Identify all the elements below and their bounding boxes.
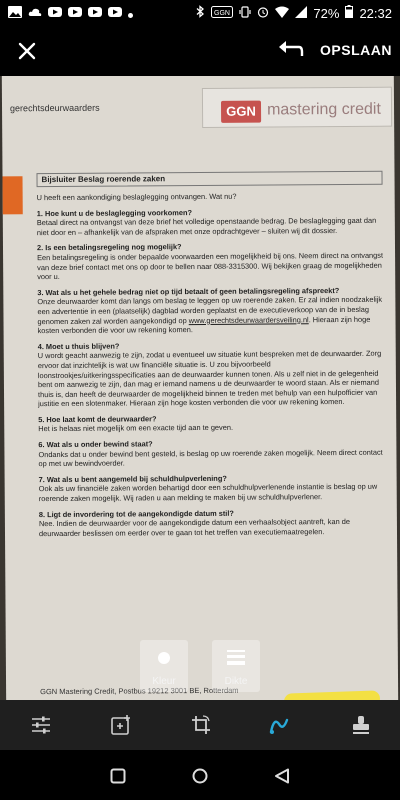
youtube-icon <box>88 6 102 21</box>
section-answer: Betaal direct na ontvangst van deze brief het volledige openstaande bedrag. De beslaglegging gaat dan niet door en – afhankelijk van de afspraken met onze opdrachtgever – sluiten wij dit dossier. <box>36 215 377 237</box>
close-icon <box>14 38 40 64</box>
recents-icon <box>110 768 126 784</box>
document-body <box>37 191 389 545</box>
wifi-icon <box>275 6 289 21</box>
section-answer: Ook als uw financiële zaken worden behartigd door een schuldhulpverlenende instantie is beslag op uw roerende zaken mogelijk. Wij raden u aan melding te maken bij uw schuldhulpverlener. <box>38 482 378 504</box>
home-icon <box>192 768 208 784</box>
section-answer: Een betalingsregeling is onder bepaalde voorwaarden een mogelijkheid bij ons. Neem direct na ontvangst van deze brief contact met ons op door te bellen naar 088-3315300. Wij bekijken graag de mogelijkheden voor u. <box>37 250 384 282</box>
signal-icon <box>295 6 307 21</box>
section-answer: Het is helaas niet mogelijk om een exacte tijd aan te geven. <box>38 423 234 434</box>
undo-button[interactable] <box>276 38 304 64</box>
stamp-icon <box>350 714 372 736</box>
save-button[interactable]: OPSLAAN <box>320 42 392 58</box>
alarm-icon <box>257 6 269 21</box>
scanned-letter <box>2 76 398 700</box>
document-title: Bijsluiter Beslag roerende zaken <box>36 171 382 187</box>
veiling-link: www.gerechtsdeurwaardersveiling.nl <box>188 314 309 325</box>
section-answer-3 <box>37 295 387 336</box>
battery-icon <box>345 5 353 21</box>
company-logo <box>202 87 392 128</box>
section-answer: U wordt geacht aanwezig te zijn, zodat u eventueel uw situatie kunt bespreken met de deurwaarder. Zorg ervoor dat inzichtelijk is wat uw financiële situatie is. U zou bijvoorbeeld loonstrookjes/uitkeringsspecificaties aan de deurwaarder kunnen tonen. Als u zelf niet in de gelegenheid bent om aanwezig te zijn, dan mag er iemand namens u de deurwaarder te woord staan. Als er niemand thuis is, dan heeft de deurwaarder de mogelijkheid binnen te treden met behulp van een hulpofficier van justitie en een slotenmaker. Hieraan zijn hoge kosten verbonden die voor uw rekening komen. <box>37 349 382 409</box>
section-question: 5. Hoe laat komt de deurwaarder? <box>38 414 157 425</box>
battery-level: 72% <box>313 5 340 21</box>
thickness-tool-button[interactable] <box>212 640 260 692</box>
ggn-app-icon <box>211 6 233 21</box>
back-button[interactable] <box>274 768 290 789</box>
crop-rotate-button[interactable] <box>190 714 212 736</box>
section-answer: Nee. Indien de deurwaarder voor de aangekondigde datum een verhaalsobject aantreft, kan de deurwaarder beslissen om eerder over te gaan tot het treffen van executiemaatregelen. <box>38 517 350 538</box>
orange-side-tab <box>3 176 23 214</box>
svg-text:GGN: GGN <box>214 9 231 17</box>
vibrate-icon <box>239 6 251 21</box>
section-question: 1. Hoe kunt u de beslaglegging voorkomen? <box>36 207 193 218</box>
section-answer-body: Onze deurwaarder komt dan langs om beslag te leggen op uw roerende zaken. Er zal indien noodzakelijk een advertentie in een (plaatselijk) dagblad worden geplaatst en de executieverkoop van de in beslag genomen zaken zal worden aangekondigd op <box>37 295 383 326</box>
section-question: 3. Wat als u het gehele bedrag niet op tijd betaalt of geen betalingsregeling afspreekt? <box>37 285 340 297</box>
logo-abbr: GGN <box>221 101 261 123</box>
status-bar <box>0 0 400 26</box>
document-footer: GGN Mastering Credit, Postbus 19212 3001 BE, Rotterdam <box>40 685 239 697</box>
youtube-icon <box>68 6 82 21</box>
section-question: 8. Ligt de invordering tot de aangekondigde datum stil? <box>38 508 234 519</box>
logo-text: mastering credit <box>266 100 381 119</box>
add-image-icon <box>110 714 132 736</box>
line-thickness-icon <box>212 640 260 674</box>
youtube-icon <box>48 6 62 21</box>
dot-icon <box>128 6 133 21</box>
cloud-icon <box>28 6 42 21</box>
editing-toolbar <box>0 700 400 750</box>
section-question: 4. Moet u thuis blijven? <box>37 341 120 351</box>
section-answer-tail: . Hieraan zijn hoge kosten verbonden die voor uw rekening komen. <box>37 314 371 336</box>
undo-icon <box>276 38 304 64</box>
color-tool-button[interactable] <box>140 640 188 692</box>
youtube-icon <box>108 6 122 21</box>
color-dot-icon <box>140 640 188 674</box>
section-answer: Ondanks dat u onder bewind bent gesteld, is beslag op uw roerende zaken mogelijk. Neem direct contact op met uw bewindvoerder. <box>38 447 383 469</box>
thickness-tool-label: Dikte <box>224 676 248 687</box>
sliders-icon <box>30 714 52 736</box>
close-button[interactable] <box>14 38 40 64</box>
back-icon <box>274 768 290 784</box>
bluetooth-icon <box>196 5 205 21</box>
stamp-button[interactable] <box>350 714 372 736</box>
image-icon <box>8 6 22 21</box>
section-question: 6. Wat als u onder bewind staat? <box>38 439 153 450</box>
sender-fragment: gerechtsdeurwaarders <box>9 102 100 114</box>
section-question: 7. Wat als u bent aangemeld bij schuldhulpverlening? <box>38 473 227 484</box>
document-canvas[interactable] <box>0 76 400 700</box>
section-question: 2. Is een betalingsregeling nog mogelijk? <box>36 242 182 253</box>
pen-draw-icon <box>268 714 290 736</box>
color-tool-label: Kleur <box>152 676 176 687</box>
home-button[interactable] <box>192 768 208 789</box>
add-image-button[interactable] <box>110 714 132 736</box>
draw-button[interactable] <box>268 714 290 736</box>
adjust-button[interactable] <box>30 714 52 736</box>
recents-button[interactable] <box>110 768 126 789</box>
editor-top-bar <box>0 26 400 76</box>
clock-time: 22:32 <box>359 5 392 21</box>
crop-icon <box>190 714 212 736</box>
system-nav-bar <box>0 750 400 800</box>
intro-text: U heeft een aankondiging beslaglegging ontvangen. Wat nu? <box>36 191 237 203</box>
